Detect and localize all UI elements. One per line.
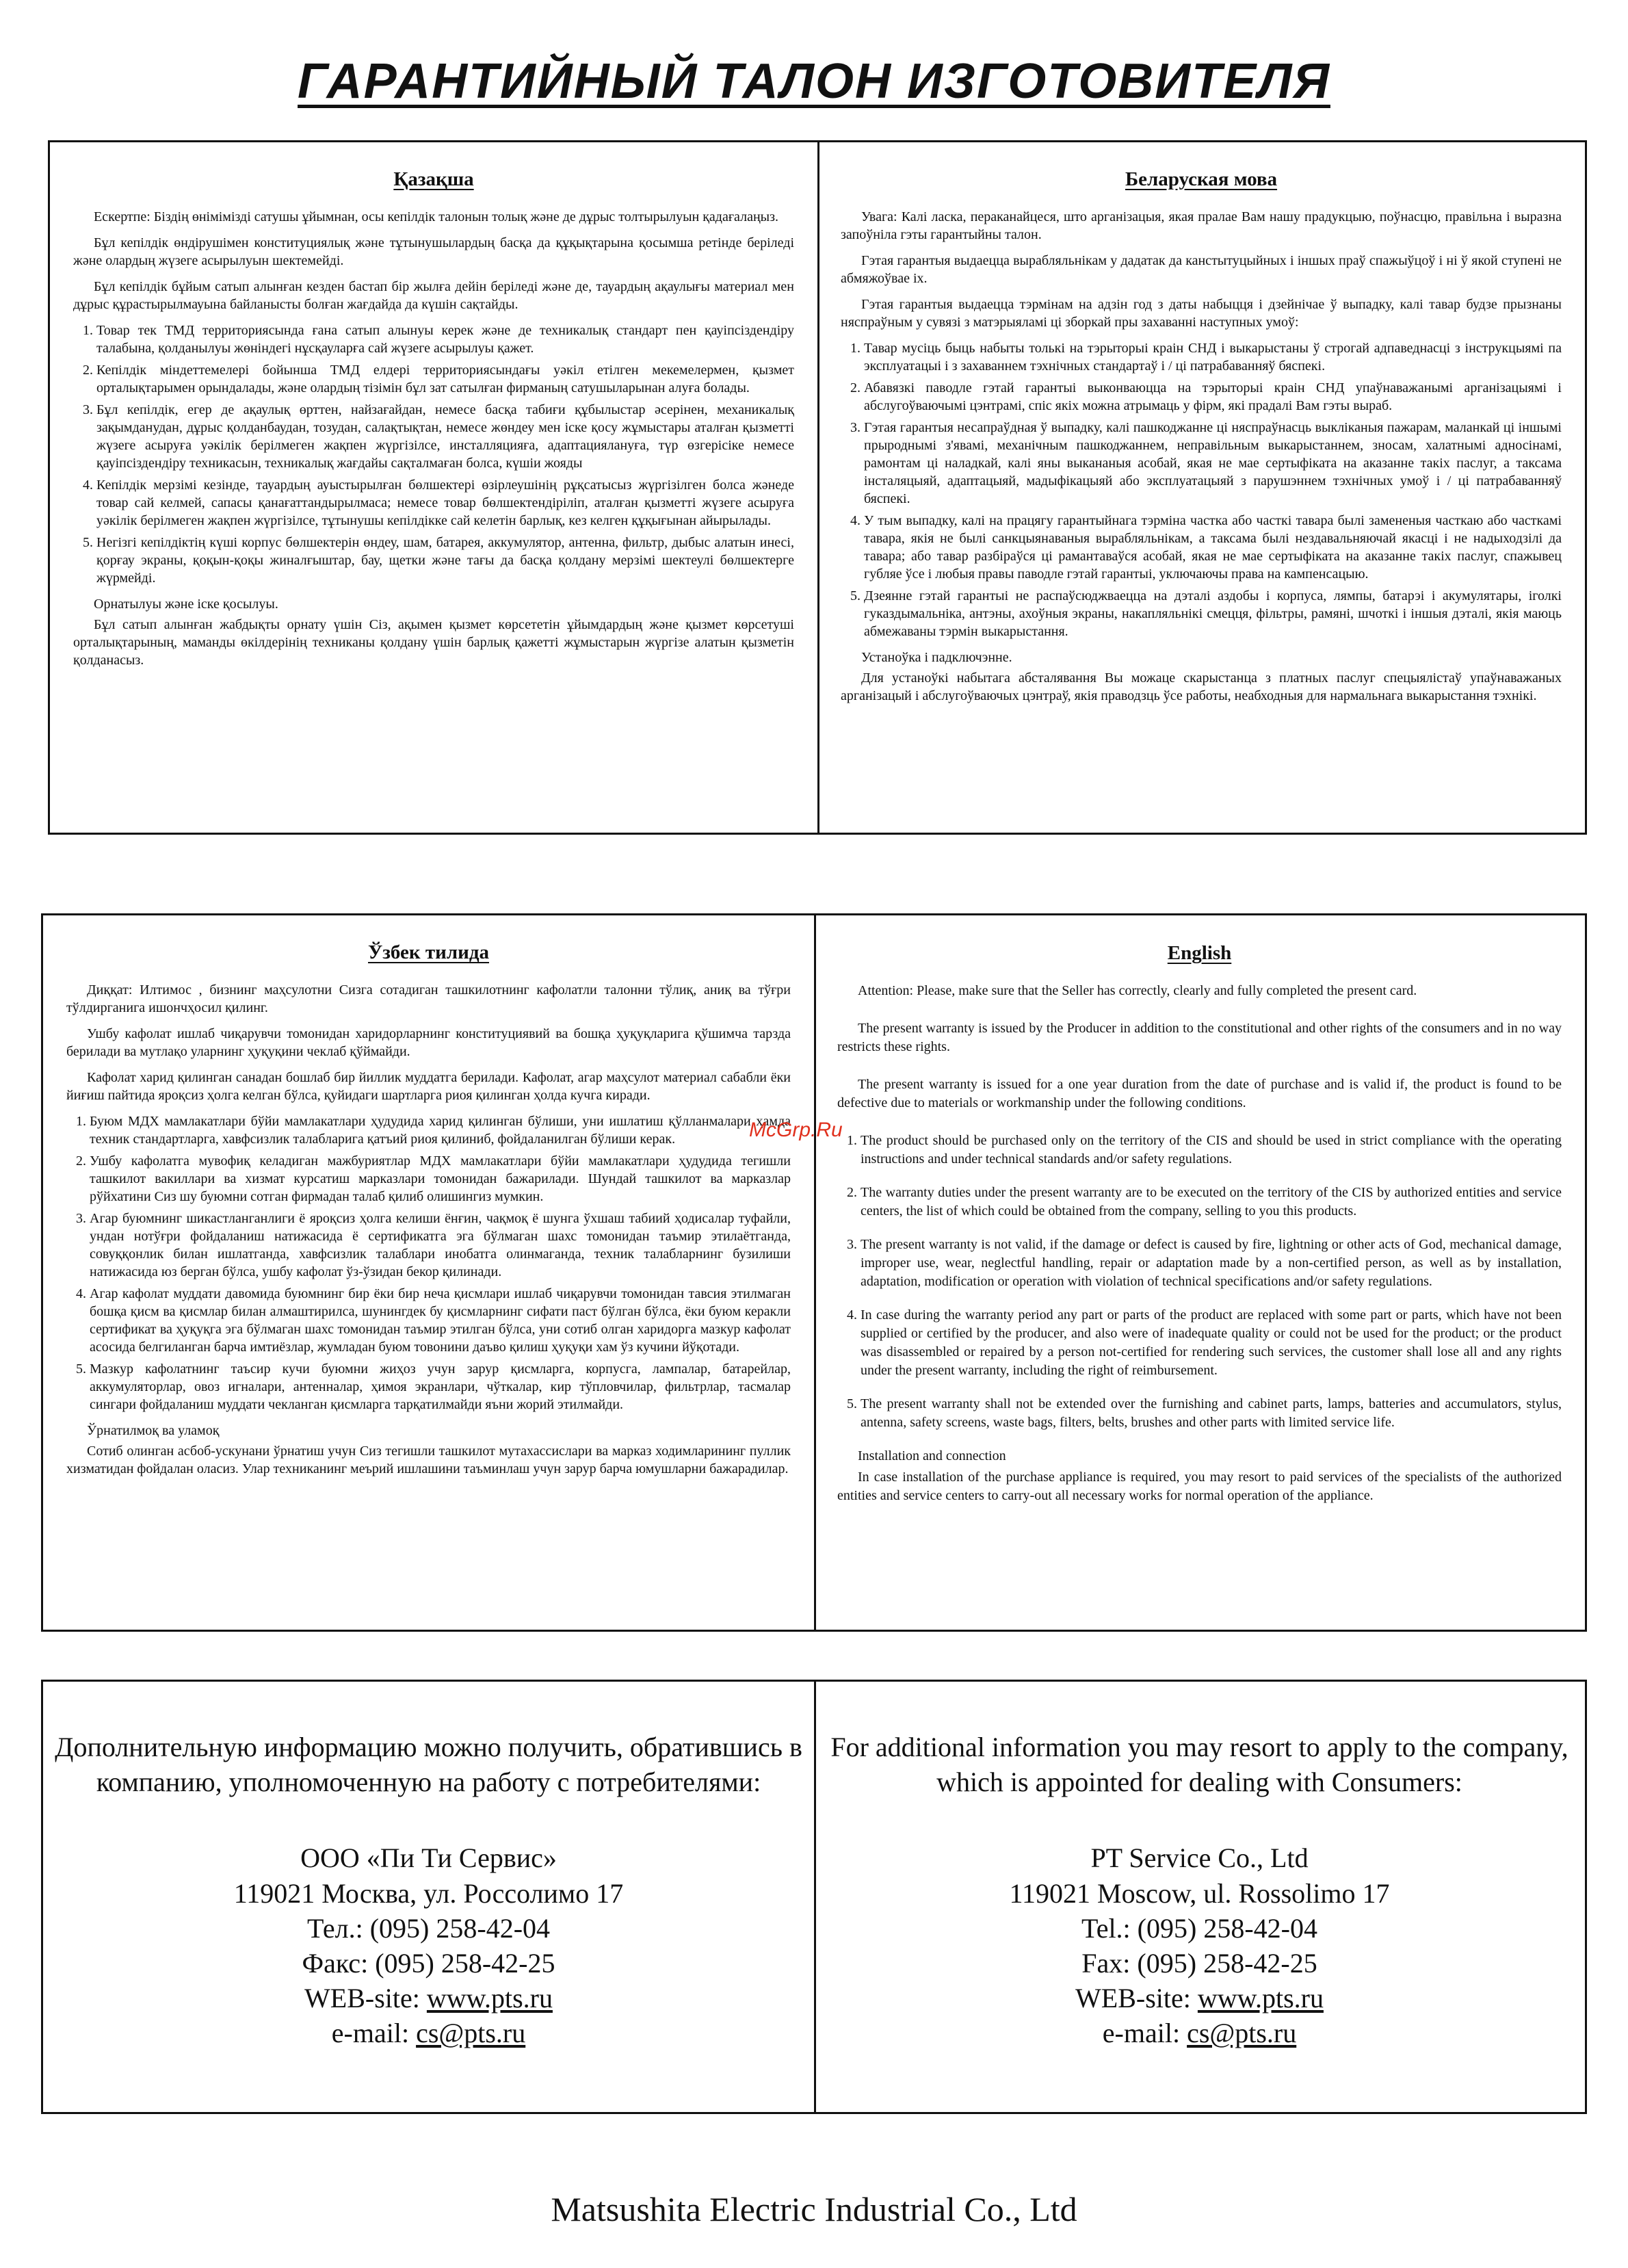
contact-en-web bbox=[814, 1981, 1585, 2016]
english-condition-2: 2. The warranty duties under the present warranty are to be executed on the territory of the CIS by authorized entities and service centers, the list of which could be obtained from the company, selling to you this products. bbox=[861, 1184, 1562, 1221]
kazakh-condition-1: 1. Товар тек ТМД территориясында ғана сатып алынуы керек және де техникалық стандарт пен қауіпсіздендіру талабына, қолданылуы жөніндегі нұсқауларға сай жүзеге асырылуы қажет. bbox=[96, 322, 794, 357]
contact-en-company: PT Service Co., Ltd bbox=[1090, 1842, 1309, 1874]
uzbek-attention: Диққат: Илтимос , бизнинг маҳсулотни Сизга сотадиган ташкилотнинг кафолатли талонни тўлиқ, аниқ ва тўғри тўлдирганига ишончҳосил қилинг. bbox=[66, 982, 791, 1015]
web-label: WEB-site: bbox=[304, 1983, 427, 2014]
english-conditions bbox=[837, 1132, 1562, 1432]
contact-russian bbox=[43, 1730, 814, 2051]
english-condition-4: 4. In case during the warranty period any part or parts of the product are replaced with some part or parts, which have not been supplied or certified by the producer, and also were of inadequate quality or could not be used for the product; or the product was disassembled or repaired by a person not-certified for rendering such services, the customer shall lose all and any rights under the present warranty, including the right of reimbursement. bbox=[861, 1306, 1562, 1380]
uzbek-intro-1: Ушбу кафолат ишлаб чиқарувчи томонидан харидорларнинг конституциявий ва бошқа ҳуқуқларига қўшимча тарзда берилади ва мутлақо уларнинг ҳуқуқини чеклаб қўймайди. bbox=[66, 1026, 791, 1059]
kazakh-conditions bbox=[73, 322, 794, 587]
uzbek-condition-2: 2. Ушбу кафолатга мувофиқ келадиган мажбуриятлар МДХ мамлакатлари бўйи мамлакатлари ҳудудида тегишли ташкилот вакиллари ва хизмат курсатиш марказлари томонидан бажарилади. Шундай ташкилот ва марказлар рўйхатини Сиз шу буюмни сотган фирмадан талаб қилиб олишингиз мумкин. bbox=[90, 1152, 791, 1205]
tel-label: Тел.: bbox=[306, 1912, 370, 1944]
belarus-condition-1: 1. Тавар мусіць быць набыты толькі на тэрыторыі краін СНД і выкарыстаны ў строгай адпаведнасці з інструкцыямі па эксплуатацыі і з захаваннем тэхнічных стандартаў і / ці патрабаванняў бяспекі. bbox=[864, 339, 1562, 375]
uzbek-heading: Ўзбек тилида bbox=[368, 941, 489, 963]
page-title: ГАРАНТИЙНЫЙ ТАЛОН ИЗГОТОВИТЕЛЯ bbox=[298, 54, 1330, 109]
fax-value: (095) 258-42-25 bbox=[1137, 1947, 1317, 1979]
belarus-heading: Беларуская мова bbox=[1125, 168, 1278, 190]
email-label: e-mail: bbox=[331, 2018, 417, 2049]
web-label: WEB-site: bbox=[1075, 1983, 1198, 2014]
warranty-box-kz-by bbox=[48, 140, 1587, 835]
fax-value: (095) 258-42-25 bbox=[375, 1947, 555, 1979]
kazakh-condition-5: 5. Негізгі кепілдіктің күші корпус бөлшектерін өндеу, шам, батарея, аккумулятор, антенна, фильтр, дыбыс алатын инесі, қорғау экраны, қоқын-қоқы жиналғыштар, бау, щетки және тағы да басқа қолдану мерзімі шектеулі бөлшектерге жүрмейді. bbox=[96, 534, 794, 587]
contact-box bbox=[41, 1680, 1587, 2114]
uzbek-install-title: Ўрнатилмоқ ва уламоқ bbox=[87, 1422, 220, 1438]
english-heading: English bbox=[1167, 942, 1232, 964]
email-link[interactable]: cs@pts.ru bbox=[416, 2018, 526, 2049]
belarus-intro-1: Гэтая гарантыя выдаецца вырабляльнікам у дадатак да канстытуцыйных і іншых праў спажыўцоў і ні ў якой ступені не абмяжоўвае іх. bbox=[841, 252, 1562, 286]
belarus-install-text: Для устаноўкі набытага абсталявання Вы можаце скарыстанца з платных паслуг спецыялістаў упаўнаважаных арганізацый і абслугоўваючых цэнтраў, якія праводзць ўсе работы, неабходныя для нармальнага выкарыстання тэхнікі. bbox=[841, 670, 1562, 703]
fax-label: Fax: bbox=[1081, 1947, 1138, 1979]
tel-label: Tel.: bbox=[1081, 1912, 1138, 1944]
english-condition-1: 1. The product should be purchased only on the territory of the CIS and should be used in strict compliance with the operating instructions and under technical standards and/or safety regulations. bbox=[861, 1132, 1562, 1169]
kazakh-condition-2: 2. Кепілдік міндеттемелері бойынша ТМД елдері территориясындағы уәкіл етілген мекемелермен, қызмет орталықтарымен орындалады, және олардың тізімін бұл зат сатылған фирманың сатушыларынан алуға болады. bbox=[96, 361, 794, 397]
warranty-box-uz-en bbox=[41, 913, 1587, 1632]
kazakh-install-title: Орнатылуы және іске қосылуы. bbox=[94, 596, 278, 612]
uzbek-intro-2: Кафолат харид қилинган санадан бошлаб бир йиллик муддатга берилади. Кафолат, агар маҳсулот материал сабабли ёки йиғиш пайтида яроқсиз ҳолга келган бўлса, қуйидаги шартларга риоя қилинган ҳолда кучга киради. bbox=[66, 1069, 791, 1103]
contact-ru-intro: Дополнительную информацию можно получить, обратившись в компанию, уполномоченную на работу с потребителями: bbox=[55, 1732, 802, 1798]
belarus-condition-2: 2. Абавязкі паводле гэтай гарантыі выконваюцца на тэрыторыі краін СНД упаўнаважанымі арганізацыямі і абслугоўваючымі цэнтрамі, спіс якіх можна атрымаць у фірм, які прадалі Вам гэты выраб. bbox=[864, 379, 1562, 415]
contact-en-address: 119021 Moscow, ul. Rossolimo 17 bbox=[1009, 1877, 1390, 1909]
belarus-condition-5: 5. Дзеянне гэтай гарантыі не распаўсюджваецца на дэталі аздобы і корпуса, лямпы, батарэі і акумулятары, іголкі гуказдымальніка, антэны, ахоўныя экраны, накапляльнікі смецця, фільтры, рамяні, шчоткі і іншыя дэталі, якія маюць абмежаваны тэрмін выкарыстання. bbox=[864, 587, 1562, 640]
english-section bbox=[814, 915, 1585, 1512]
belarus-conditions bbox=[841, 339, 1562, 640]
kazakh-intro-1: Бұл кепілдік өндірушімен конституциялық және тұтынушылардың басқа да құқықтарына қосымша ретінде беріледі және олардың жүзеге асырылуын шектемейді. bbox=[73, 235, 794, 268]
contact-en-intro: For additional information you may resort to apply to the company, which is appointed for dealing with Consumers: bbox=[830, 1732, 1568, 1798]
belarus-condition-4: 4. У тым выпадку, калі на працягу гарантыйнага тэрміна частка або часткі тавара былі замененыя часткаю або часткамі тавара, якія не былі санкцыянаваныя вырабляльнікам, а таксама былі нездавальняючай якасці і не надыходзілі да тавара; або тавар разбіраўся ці рамантаваўся асобай, якая не мае сертыфіката на аказанне такіх паслуг, спажывец губляе ўсе і любыя правы паводле гэтай гарантыі, уключаючы права на кампенсацыю. bbox=[864, 512, 1562, 583]
fax-label: Факс: bbox=[302, 1947, 376, 1979]
kazakh-attention: Ескертпе: Біздің өнімімізді сатушы ұйымнан, осы кепілдік талонын толық және де дұрыс толтырылуын қадағалаңыз. bbox=[94, 209, 779, 224]
tel-value: (095) 258-42-04 bbox=[369, 1912, 551, 1944]
web-link[interactable]: www.pts.ru bbox=[426, 1983, 553, 2014]
kazakh-condition-4: 4. Кепілдік мерзімі кезінде, тауардың ауыстырылған бөлшектері өзірлеушінің рұқсатысыз жүргізілген болса жәнеде товар сай келмей, сапасы қанағаттандырылмаса; немесе товар бөлшектендіріліп, аталған қызметті жүзеге асыруға уәкілік берілмеген жақпен жүргізілсе, тұтынушы кепілдікке сай келетін барлық, кез келген құқығынан айырылады. bbox=[96, 476, 794, 530]
contact-ru-email bbox=[43, 2016, 814, 2050]
kazakh-heading: Қазақша bbox=[393, 168, 474, 190]
contact-ru-address: 119021 Москва, ул. Россолимо 17 bbox=[233, 1877, 624, 1909]
kazakh-section bbox=[50, 142, 817, 684]
contact-en-tel bbox=[814, 1911, 1585, 1946]
english-install-text: In case installation of the purchase appliance is required, you may resort to paid services of the specialists of the authorized entities and service centers to carry-out all necessary works for normal operation of the appliance. bbox=[837, 1470, 1562, 1504]
contact-ru-fax bbox=[43, 1946, 814, 1981]
belarus-install-title: Устаноўка і падключэнне. bbox=[861, 649, 1012, 665]
kazakh-condition-3: 3. Бұл кепілдік, егер де ақаулық өрттен, найзағайдан, немесе басқа табиғи құбылыстар әсерінен, механикалық зақымданудан, дұрыс қолданбаудан, тозудан, салақтықтан, немесе жөндеу мен іске қосу жұмыстары аталған қызметті жүзеге асыруға уәкілік берілмеген жақпен жүргізілсе, инсталляцияға, адаптациялануға, түр өзгерісіке немесе қауіпсіздендіру техникасын, техникалық жағдайы сақталмаған болса, күшіи жояды bbox=[96, 401, 794, 472]
belarus-section bbox=[817, 142, 1585, 720]
kazakh-intro-2: Бұл кепілдік бұйым сатып алынған кезден бастап бір жылға дейін беріледі және де, тауардың ақаулығы материал мен дұрыс құрастырылмауына байланысты болған жағдайда да күшін сақтайды. bbox=[73, 278, 794, 312]
uzbek-condition-5: 5. Мазкур кафолатнинг таъсир кучи буюмни жиҳоз учун зарур қисмларга, корпусга, лампалар, батарейлар, аккумуляторлар, овоз игналари, антенналар, ҳимоя экранлари, чўткалар, кир тўпловчилар, фильтрлар, тасмалар сингари фойдаланиш муддати чекланган қисмларга тарқатилмайди яъни жорий этилмайди. bbox=[90, 1360, 791, 1413]
uzbek-condition-1: 1. Буюм МДХ мамлакатлари бўйи мамлакатлари ҳудудида харид қилинган бўлиши, уни ишлатиш қўлланмалари ҳамда техник стандартларга, хавфсизлик талабларига қатъий риоя қилиниб, фойдаланилган бўлиши керак. bbox=[90, 1112, 791, 1148]
belarus-attention: Увага: Калі ласка, пераканайцеся, што арганізацыя, якая пралае Вам нашу прадукцыю, поўнасцю, правільна і выразна запоўніла гэты гарантыйны талон. bbox=[841, 209, 1562, 242]
english-install-title: Installation and connection bbox=[858, 1448, 1006, 1464]
contact-en-fax bbox=[814, 1946, 1585, 1981]
uzbek-install-text: Сотиб олинган асбоб-ускунани ўрнатиш учун Сиз тегишли ташкилот мутахассислари ва марказ ходимларининг пуллик хизматидан фойдалан оласиз. Улар техниканинг меърий ишлашини таъминлаш учун зарур барча юмушларни бажарадилар. bbox=[66, 1443, 791, 1476]
manufacturer-footer: Matsushita Electric Industrial Co., Ltd bbox=[551, 2190, 1077, 2228]
email-link[interactable]: cs@pts.ru bbox=[1187, 2018, 1297, 2049]
email-label: e-mail: bbox=[1102, 2018, 1187, 2049]
contact-ru-web bbox=[43, 1981, 814, 2016]
contact-ru-tel bbox=[43, 1911, 814, 1946]
watermark: McGrp.Ru bbox=[749, 1119, 843, 1141]
uzbek-section bbox=[43, 915, 814, 1493]
contact-english bbox=[814, 1730, 1585, 2051]
uzbek-conditions bbox=[66, 1112, 791, 1413]
english-intro-2: The present warranty is issued for a one year duration from the date of purchase and is valid if, the product is found to be defective due to materials or workmanship under the following conditions. bbox=[837, 1077, 1562, 1111]
english-condition-5: 5. The present warranty shall not be extended over the furnishing and cabinet parts, lamps, batteries and accumulators, stylus, antenna, safety screens, waste bags, filters, belts, brushes and other parts with limited service life. bbox=[861, 1395, 1562, 1432]
uzbek-condition-4: 4. Агар кафолат муддати давомида буюмнинг бир ёки бир неча қисмлари ишлаб чиқарувчи томонидан тавсия этилмаган бошқа қисм ва қисмлар билан алмаштирилса, шунингдек бу қисмларнинг сифати паст бўлган бўлса, ёки буюм керакли сертификат ва ҳуқуқга эга бўлмаган шахс томонидан таъмир этилган бўлса, уни сотиб олган харидорга мазкур кафолат асосида белгиланган барча имтиёзлар, жумладан буюм товонини даъво қилиш ҳуқуқи хам ўз кучини йўқотади. bbox=[90, 1285, 791, 1356]
english-attention: Attention: Please, make sure that the Seller has correctly, clearly and fully completed the present card. bbox=[858, 983, 1417, 999]
contact-ru-company: ООО «Пи Ти Сервис» bbox=[300, 1842, 557, 1874]
web-link[interactable]: www.pts.ru bbox=[1197, 1983, 1324, 2014]
kazakh-install-text: Бұл сатып алынған жабдықты орнату үшін Сіз, ақымен қызмет көрсететін ұйымдардың және қызмет көрсетуші орталықтарының, маманды өкілдерінің техниканы қолдану үшін барлық қажетті жұмыстарын жүргізе алатын қызметін қолданасыз. bbox=[73, 616, 794, 668]
tel-value: (095) 258-42-04 bbox=[1137, 1912, 1317, 1944]
belarus-condition-3: 3. Гэтая гарантыя несапраўдная ў выпадку, калі пашкоджанне ці няспраўнасць выкліканыя пажарам, маланкай ці іншымі прыроднымі з'явамі, механічным пашкоджаннем, неправільным выкарыстаннем, зносам, халатнымі адносінамі, рамонтам ці наладкай, калі яны выкананыя асобай, якая не мае сертыфіката на аказанне такіх паслуг, а таксама інсталяцыяй, адаптацыяй, мадыфікацыяй або эксплуатацыяй з парушэннем тэхнічных умоў і / ці патрабаванняў бяспекі. bbox=[864, 419, 1562, 508]
english-condition-3: 3. The present warranty is not valid, if the damage or defect is caused by fire, lightning or other acts of God, mechanical damage, improper use, wear, neglectful handling, repair or adaptation made by a non-certified person, as well as by installation, adaptation, modification or operation with violation of technical specifications and/or safety regulations. bbox=[861, 1236, 1562, 1291]
contact-en-email bbox=[814, 2016, 1585, 2050]
uzbek-condition-3: 3. Агар буюмнинг шикастланганлиги ё яроқсиз ҳолга келиши ёнғин, чақмоқ ё шунга ўхшаш табиий ҳодисалар туфайли, ундан нотўғри фойдаланиш натижасида ё сертификатга эга бўлмаган шахс томонидан таъмир этилаётганда, совуққонлик билан ишлатганда, хавфсизлик талаблари инобатга олинмаганда, техник талабларнинг бузилиши натижасида юз берган бўлса, ушбу кафолат ўз-ўзидан бекор қилинади. bbox=[90, 1210, 791, 1281]
english-intro-1: The present warranty is issued by the Producer in addition to the constitutional and other rights of the consumers and in no way restricts these rights. bbox=[837, 1021, 1562, 1055]
belarus-intro-2: Гэтая гарантыя выдаецца тэрмінам на адзін год з даты набыцця і дзейнічае ў выпадку, калі тавар будзе прызнаны няспраўным у сувязі з матэрыяламі ці зборкай пры захаванні наступных умоў: bbox=[841, 296, 1562, 330]
